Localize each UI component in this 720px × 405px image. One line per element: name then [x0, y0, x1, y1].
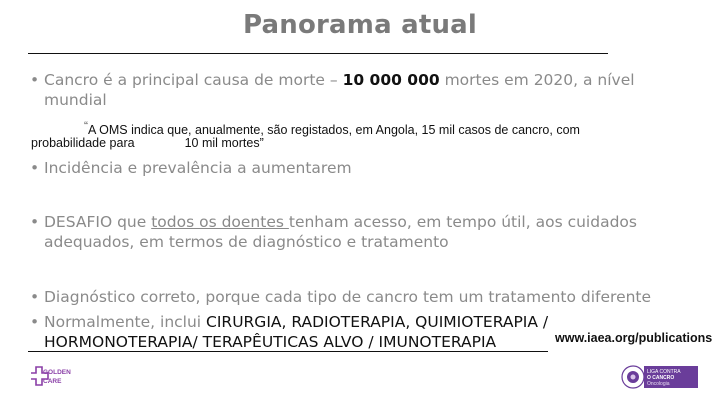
bullet-cancer-mortality: [30, 70, 670, 110]
logo-text: Oncologia: [647, 381, 670, 387]
bullet-text: Cancro é a principal causa de morte –: [44, 71, 343, 89]
golden-care-logo: [31, 364, 73, 392]
treatment-list: HORMONOTERAPIA/ TERAPÊUTICAS ALVO / IMUNOTERAPIA: [44, 333, 497, 351]
top-divider: [28, 53, 608, 54]
bullet-text: tenham acesso, em tempo útil, aos cuidados: [288, 213, 637, 231]
bottom-divider: [28, 351, 548, 352]
cancer-league-logo-mark: [620, 364, 698, 390]
bullet-challenge: [30, 212, 680, 252]
bullet-dot: •: [30, 313, 40, 331]
bullet-text: adequados, em termos de diagnóstico e tratamento: [44, 233, 449, 251]
quote-text: A OMS indica que, anualmente, são registados, em Angola, 15 mil casos de cancro, com: [88, 123, 580, 137]
bullet-text: Incidência e prevalência a aumentarem: [44, 159, 352, 177]
source-url: www.iaea.org/publications: [555, 331, 713, 345]
bullet-dot: •: [30, 71, 40, 89]
quote-text: 10 mil mortes”: [184, 136, 264, 150]
bullet-dot: •: [30, 159, 40, 177]
bullet-text: Normalmente, inclui: [44, 313, 207, 331]
logo-text: GOLDEN: [43, 369, 71, 376]
bullet-dot: •: [30, 213, 40, 231]
logo-text: CARE: [43, 378, 62, 385]
treatment-list: CIRURGIA, RADIOTERAPIA, QUIMIOTERAPIA /: [206, 313, 549, 331]
underlined-text: todos os doentes: [151, 213, 289, 231]
death-count: 10 000 000: [342, 71, 440, 89]
cancer-league-logo: [620, 364, 698, 394]
bullet-text: mortes em 2020, a nível: [439, 71, 635, 89]
logo-text: O CANCRO: [647, 375, 675, 381]
bullet-text: DESAFIO que: [44, 213, 152, 231]
bullet-text: Diagnóstico correto, porque cada tipo de cancro tem um tratamento diferente: [44, 288, 652, 306]
slide-title: Panorama atual: [242, 10, 478, 40]
who-quote-line2: [31, 135, 591, 151]
bullet-text: mundial: [44, 91, 107, 109]
quote-text: probabilidade para: [31, 136, 135, 150]
bullet-diagnosis: [30, 287, 700, 307]
logo-text: LIGA CONTRA: [647, 369, 681, 375]
quote-open-mark: “: [84, 119, 88, 133]
golden-care-logo-mark: [31, 364, 73, 388]
bullet-incidence: [30, 158, 670, 178]
bullet-dot: •: [30, 288, 40, 306]
